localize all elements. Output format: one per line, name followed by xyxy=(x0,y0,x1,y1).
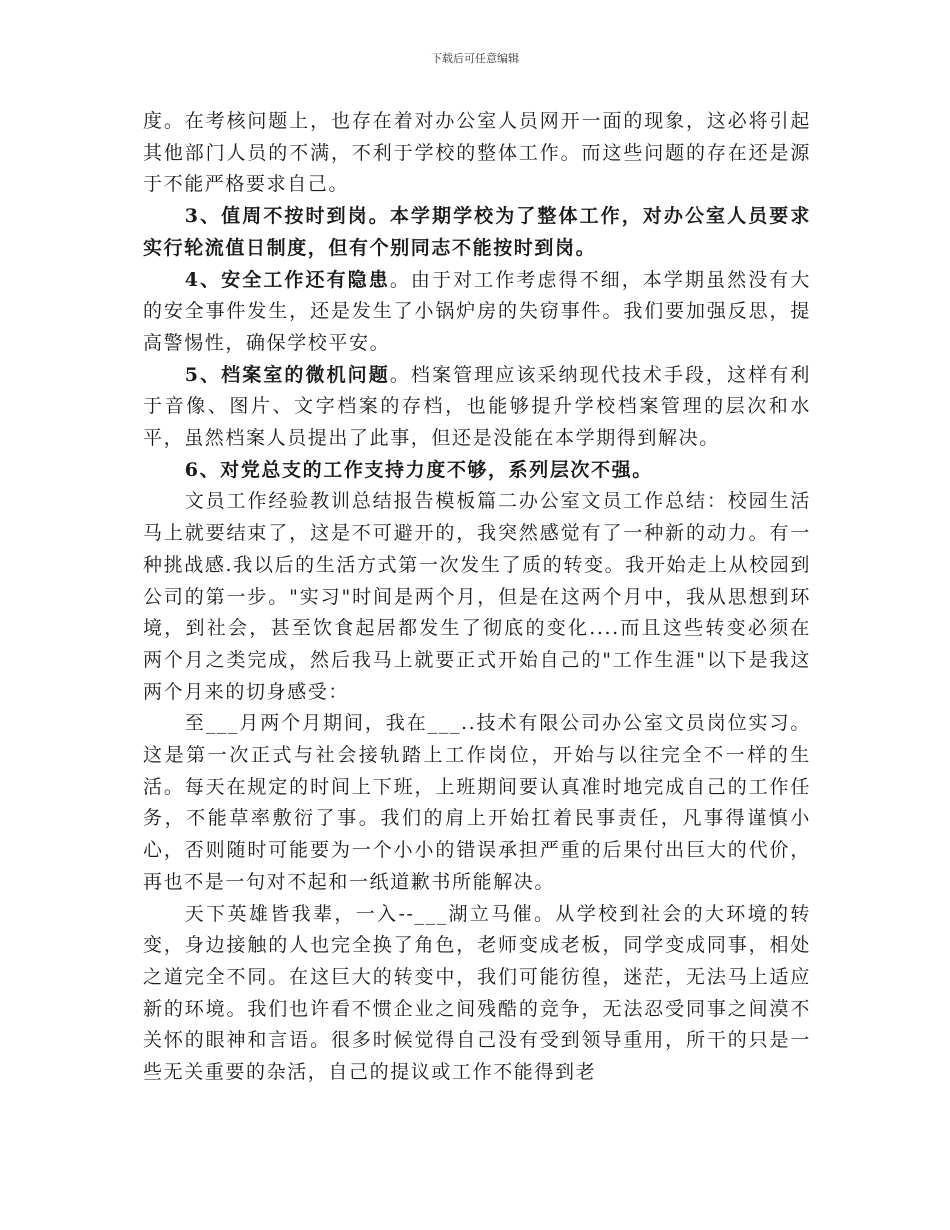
paragraph-text: 。档案管理应该采纳现代技术手段，这样有利于音像、图片、文字档案的存档，也能够提升学校档案管理的层次和水平，虽然档案人员提出了此事，但还是没能在本学期得到解决。 xyxy=(143,363,811,450)
paragraph-report-intro xyxy=(143,486,811,708)
paragraph-item-5 xyxy=(143,360,811,455)
paragraph-text: 文员工作经验教训总结报告模板篇二办公室文员工作总结：校园生活马上就要结束了，这是不可避开的，我突然感觉有了一种新的动力。有一种挑战感.我以后的生活方式第一次发生了质的转变。我开始走上从校园到公司的第一步。"实习"时间是两个月，但是在这两个月中，我从思想到环境，到社会，甚至饮食起居都发生了彻底的变化....而且这些转变必须在两个月之类完成，然后我马上就要正式开始自己的"工作生涯"以下是我这两个月来的切身感受： xyxy=(143,490,811,703)
paragraph-item-3 xyxy=(143,201,811,264)
paragraph-item-6 xyxy=(143,455,811,487)
document-body xyxy=(143,106,811,1089)
paragraph-transition xyxy=(143,899,811,1089)
paragraph-internship xyxy=(143,708,811,898)
paragraph-text: 天下英雄皆我辈，一入--___湖立马催。从学校到社会的大环境的转变，身边接触的人也完全换了角色，老师变成老板，同学变成同事，相处之道完全不同。在这巨大的转变中，我们可能彷徨，迷茫，无法马上适应新的环境。我们也许看不惯企业之间残酷的竞争，无法忍受同事之间漠不关怀的眼神和言语。很多时候觉得自己没有受到领导重用，所干的只是一些无关重要的杂活，自己的提议或工作不能得到老 xyxy=(143,902,811,1084)
paragraph-lead: 5、档案室的微机问题 xyxy=(184,363,390,386)
paragraph-lead: 4、安全工作还有隐患 xyxy=(184,268,390,291)
paragraph-text: 。由于对工作考虑得不细，本学期虽然没有大的安全事件发生，还是发生了小锅炉房的失窃事件。我们要加强反思，提高警惕性，确保学校平安。 xyxy=(143,268,811,354)
paragraph-lead: 3、值周不按时到岗。本学期学校为了整体工作，对办公室人员要求实行轮流值日制度，但有个别同志不能按时到岗。 xyxy=(143,205,811,259)
page-header: 下载后可任意编辑 xyxy=(431,52,519,65)
paragraph-lead: 6、对党总支的工作支持力度不够，系列层次不强。 xyxy=(184,458,653,481)
paragraph-text: 度。在考核问题上，也存在着对办公室人员网开一面的现象，这必将引起其他部门人员的不满，不利于学校的整体工作。而这些问题的存在还是源于不能严格要求自己。 xyxy=(143,110,811,196)
paragraph-text: 至___月两个月期间，我在___..技术有限公司办公室文员岗位实习。这是第一次正式与社会接轨踏上工作岗位，开始与以往完全不一样的生活。每天在规定的时间上下班，上班期间要认真准时地完成自己的工作任务，不能草率敷衍了事。我们的肩上开始扛着民事责任，凡事得谨慎小心，否则随时可能要为一个小小的错误承担严重的后果付出巨大的代价，再也不是一句对不起和一纸道歉书所能解决。 xyxy=(143,712,811,893)
paragraph-continuation xyxy=(143,106,811,201)
paragraph-item-4 xyxy=(143,265,811,360)
